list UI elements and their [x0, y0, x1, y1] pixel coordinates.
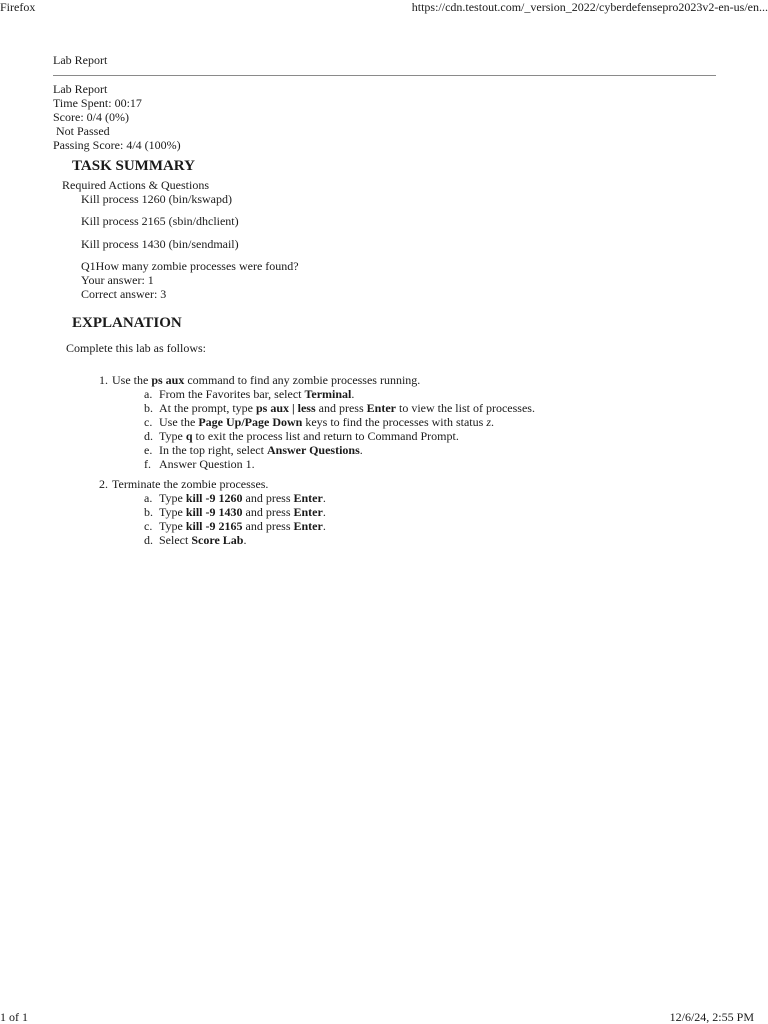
report-summary [53, 82, 181, 152]
page-title: Lab Report [53, 53, 108, 67]
step-1: 1. Use the ps aux command to find any zombie processes running. [99, 373, 421, 387]
substep-1c: c. Use the Page Up/Page Down keys to find the processes with status z. [144, 415, 494, 429]
step-2: 2. Terminate the zombie processes. [99, 477, 269, 491]
task-item: Kill process 1260 (bin/kswapd) [81, 192, 232, 206]
task-summary-heading: TASK SUMMARY [72, 158, 195, 174]
substep-2a: a. Type kill -9 1260 and press Enter. [144, 491, 326, 505]
time-spent: Time Spent: 00:17 [53, 96, 142, 110]
substep-1b: b. At the prompt, type ps aux | less and press Enter to view the list of processes. [144, 401, 535, 415]
title-divider [53, 75, 716, 76]
correct-answer: Correct answer: 3 [81, 287, 167, 301]
command-text: ps aux [151, 373, 185, 387]
print-header-app-name: Firefox [0, 0, 36, 14]
your-answer: Your answer: 1 [81, 273, 154, 287]
step-2-substeps [144, 491, 535, 547]
substep-2b: b. Type kill -9 1430 and press Enter. [144, 505, 326, 519]
substep-1f: f. Answer Question 1. [144, 457, 255, 471]
passing-score: Passing Score: 4/4 (100%) [53, 138, 181, 152]
print-footer-page-count: 1 of 1 [0, 1010, 28, 1024]
question-1 [81, 259, 299, 301]
report-heading: Lab Report [53, 82, 108, 96]
question-text: Q1How many zombie processes were found? [81, 259, 299, 273]
substep-2d: d. Select Score Lab. [144, 533, 247, 547]
task-item: Kill process 2165 (sbin/dhclient) [81, 214, 239, 228]
score: Score: 0/4 (0%) [53, 110, 129, 124]
required-actions-label: Required Actions & Questions [62, 178, 209, 192]
explanation-heading: EXPLANATION [72, 315, 182, 331]
instruction-steps [99, 373, 535, 547]
substep-2c: c. Type kill -9 2165 and press Enter. [144, 519, 326, 533]
substep-1e: e. In the top right, select Answer Questions. [144, 443, 363, 457]
print-footer-datetime: 12/6/24, 2:55 PM [669, 1010, 754, 1024]
explanation-intro: Complete this lab as follows: [66, 341, 206, 355]
substep-1d: d. Type q to exit the process list and return to Command Prompt. [144, 429, 459, 443]
task-item: Kill process 1430 (bin/sendmail) [81, 237, 239, 251]
substep-1a: a. From the Favorites bar, select Terminal. [144, 387, 355, 401]
print-header-url: https://cdn.testout.com/_version_2022/cyberdefensepro2023v2-en-us/en... [411, 0, 768, 14]
pass-status: Not Passed [56, 124, 110, 138]
step-1-substeps [144, 387, 535, 471]
